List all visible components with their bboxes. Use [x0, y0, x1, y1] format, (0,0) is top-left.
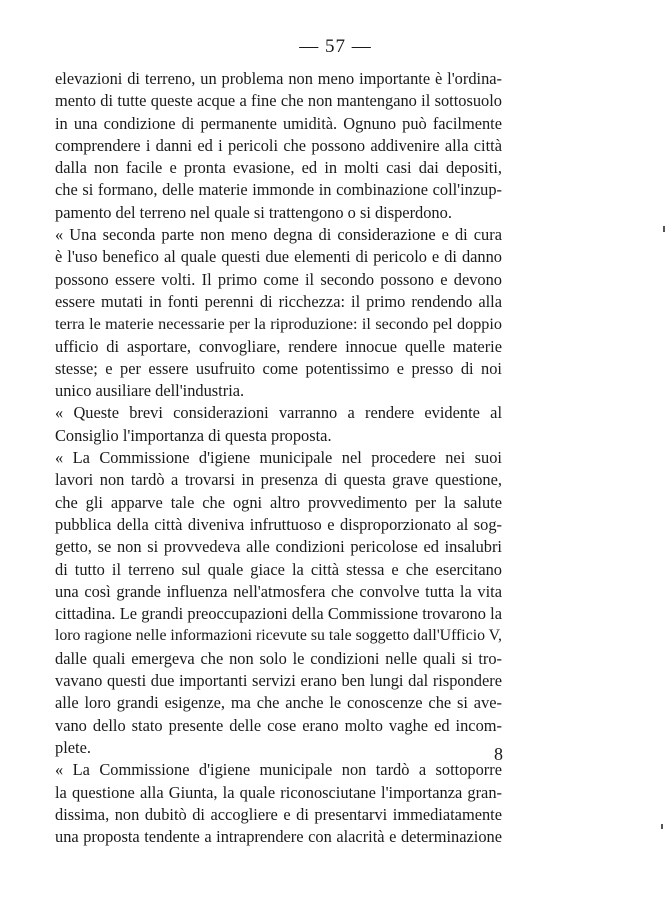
text-line: di tutto il terreno sul quale giace la città stessa e che esercitano [55, 559, 502, 579]
text-line: alle loro grandi esigenze, ma che anche le conoscenze che si ave- [55, 693, 502, 713]
body-text [55, 68, 502, 848]
text-line: possono essere volti. Il primo come il secondo possono e devono [55, 269, 502, 289]
text-line: vano dello stato presente delle cose erano molto vaghe ed incom- [55, 715, 502, 735]
text-line: mento di tutte queste acque a fine che non mantengano il sottosuolo [55, 91, 502, 111]
signature-mark: 8 [494, 744, 503, 764]
text-line: loro ragione nelle informazioni ricevute su tale soggetto dall'Ufficio V, [55, 627, 502, 645]
text-line: « La Commissione d'igiene municipale non tardò a sottoporre [55, 760, 502, 780]
text-line: dissima, non dubitò di accogliere e di presentarvi immediatamente [55, 804, 502, 824]
text-line: cittadina. Le grandi preoccupazioni della Commissione trovarono la [55, 604, 502, 624]
text-line: essere mutati in fonti perenni di ricchezza: il primo rendendo alla [55, 291, 502, 311]
text-line: plete. [55, 737, 91, 757]
text-line: lavori non tardò a trovarsi in presenza di questa grave questione, [55, 470, 502, 490]
text-line: dalla non facile e pronta evasione, ed in molti casi dai depositi, [55, 158, 502, 178]
text-line: è l'uso benefico al quale questi due elementi di pericolo e di danno [55, 247, 502, 267]
text-line: terra le materie necessarie per la riproduzione: il secondo pel doppio [55, 315, 502, 334]
text-line: « Queste brevi considerazioni varranno a rendere evidente al [55, 403, 502, 423]
margin-speck [663, 226, 665, 232]
text-line: in una condizione di permanente umidità. Ognuno può facilmente [55, 113, 502, 133]
text-line: comprendere i danni ed i pericoli che possono addivenire alla città [55, 135, 502, 155]
text-line: che gli apparve tale che ogni altro provvedimento per la salute [55, 492, 502, 512]
text-line: ufficio di asportare, convogliare, rendere innocue quelle materie [55, 336, 502, 356]
text-line: Consiglio l'importanza di questa proposta. [55, 425, 332, 445]
text-line: che si formano, delle materie immonde in combinazione coll'inzup- [55, 180, 502, 200]
text-line: getto, se non si provvedeva alle condizioni pericolose ed insalubri [55, 537, 502, 557]
margin-speck [661, 824, 663, 829]
text-line: dalle quali emergeva che non solo le condizioni nelle quali si tro- [55, 648, 502, 668]
text-line: stesse; e per essere usufruito come potentissimo e presso di noi [55, 358, 502, 378]
text-line: una proposta tendente a intraprendere con alacrità e determinazione [55, 827, 502, 847]
text-line: la questione alla Giunta, la quale riconosciutane l'importanza gran- [55, 782, 502, 802]
text-line: « Una seconda parte non meno degna di considerazione e di cura [55, 225, 502, 245]
text-line: elevazioni di terreno, un problema non meno importante è l'ordina- [55, 69, 502, 88]
text-line: pubblica della città diveniva infruttuoso e disproporzionato al sog- [55, 514, 502, 534]
text-line: pamento del terreno nel quale si trattengono o si disperdono. [55, 202, 452, 222]
page-number: — 57 — [299, 36, 372, 57]
text-line: « La Commissione d'igiene municipale nel procedere nei suoi [55, 448, 502, 468]
text-line: unico ausiliare dell'industria. [55, 381, 245, 401]
text-line: vavano questi due importanti servizi erano ben lungi dal rispondere [55, 671, 502, 691]
text-line: una così grande influenza nell'atmosfera che convolve tutta la vita [55, 581, 502, 601]
